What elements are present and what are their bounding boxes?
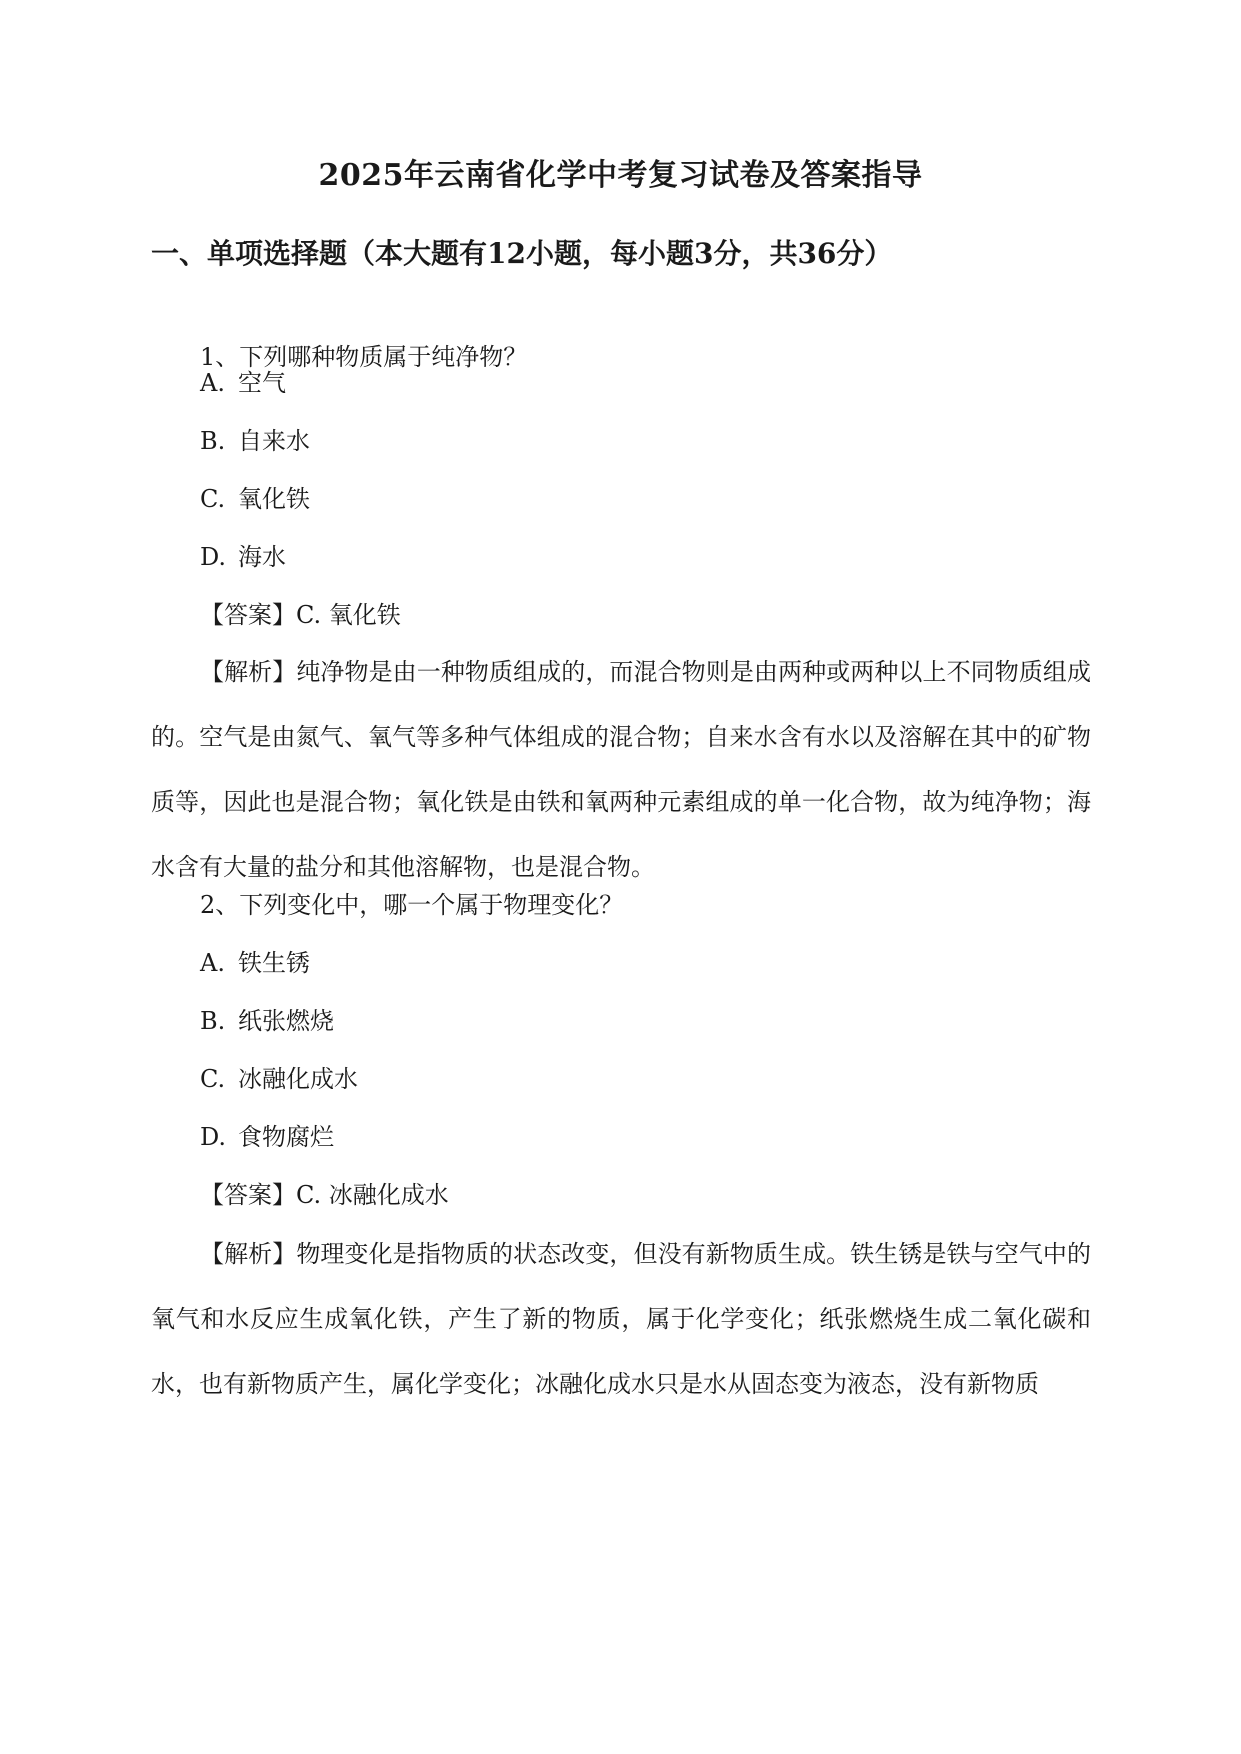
question-1-option-b [200, 425, 310, 457]
option-text: 空气 [238, 369, 286, 397]
question-2-option-d [200, 1121, 334, 1153]
option-letter: A. [200, 949, 225, 977]
option-text: 自来水 [238, 427, 310, 455]
question-1-option-a [200, 367, 286, 399]
answer-label: 【答案】 [200, 1181, 296, 1209]
option-letter: D. [200, 543, 227, 571]
option-letter: B. [200, 427, 226, 455]
option-letter: B. [200, 1007, 226, 1035]
question-1-analysis [151, 640, 1091, 900]
document-title: 2025年云南省化学中考复习试卷及答案指导 [318, 158, 923, 193]
analysis-label: 【解析】 [200, 1240, 297, 1268]
question-1-answer [200, 599, 401, 631]
option-text: 纸张燃烧 [238, 1007, 334, 1035]
question-2-option-c [200, 1063, 358, 1095]
section-heading: 一、单项选择题（本大题有12小题，每小题3分，共36分） [151, 237, 893, 270]
option-letter: D. [200, 1123, 227, 1151]
question-2-option-a [200, 947, 310, 979]
option-text: 氧化铁 [238, 485, 310, 513]
question-2-answer [200, 1179, 449, 1211]
answer-text: C. 氧化铁 [296, 601, 401, 629]
option-text: 海水 [238, 543, 286, 571]
question-2-analysis [151, 1222, 1091, 1417]
option-text: 食物腐烂 [238, 1123, 334, 1151]
question-1-stem: 1、下列哪种物质属于纯净物？ [200, 343, 528, 371]
option-text: 冰融化成水 [238, 1065, 358, 1093]
option-text: 铁生锈 [238, 949, 310, 977]
question-2-option-b [200, 1005, 334, 1037]
question-1-option-c [200, 483, 310, 515]
answer-text: C. 冰融化成水 [296, 1181, 449, 1209]
option-letter: A. [200, 369, 225, 397]
analysis-text: 物理变化是指物质的状态改变，但没有新物质生成。铁生锈是铁与空气中的氧气和水反应生成氧化铁，产生了新的物质，属于化学变化；纸张燃烧生成二氧化碳和水，也有新物质产生，属化学变化；冰融化成水只是水从固态变为液态，没有新物质 [151, 1240, 1092, 1398]
analysis-label: 【解析】 [200, 658, 297, 686]
question-2-stem: 2、下列变化中，哪一个属于物理变化？ [200, 891, 624, 919]
option-letter: C. [200, 1065, 226, 1093]
option-letter: C. [200, 485, 226, 513]
question-1-option-d [200, 541, 286, 573]
analysis-text: 纯净物是由一种物质组成的，而混合物则是由两种或两种以上不同物质组成的。空气是由氮气、氧气等多种气体组成的混合物；自来水含有水以及溶解在其中的矿物质等，因此也是混合物；氧化铁是由铁和氧两种元素组成的单一化合物，故为纯净物；海水含有大量的盐分和其他溶解物，也是混合物。 [151, 658, 1092, 881]
answer-label: 【答案】 [200, 601, 296, 629]
